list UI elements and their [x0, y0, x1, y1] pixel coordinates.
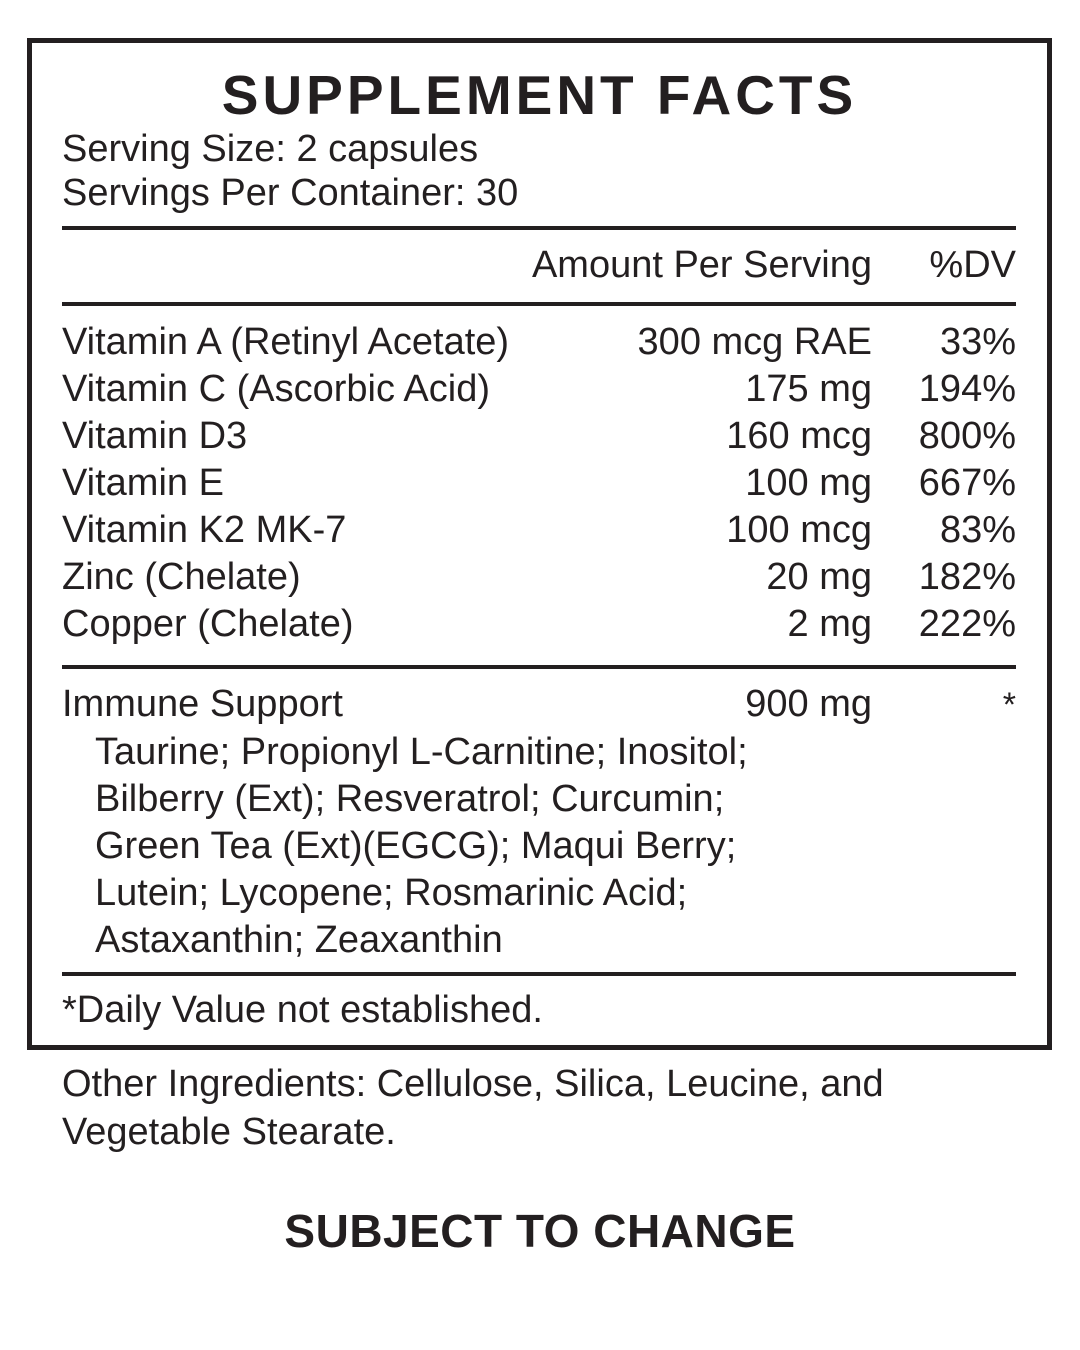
- nutrient-name: Zinc (Chelate): [62, 556, 301, 598]
- divider-rule: [62, 302, 1016, 306]
- nutrient-dv: 667%: [918, 462, 1016, 504]
- blend-ingredient-line: Green Tea (Ext)(EGCG); Maqui Berry;: [95, 825, 737, 867]
- divider-rule: [62, 226, 1016, 230]
- blend-ingredient-line: Taurine; Propionyl L-Carnitine; Inositol;: [95, 731, 748, 773]
- table-row: [62, 366, 1016, 413]
- nutrient-amount: 300 mcg RAE: [637, 321, 872, 363]
- blend-ingredient-list: [95, 729, 1015, 964]
- divider-rule: [62, 665, 1016, 669]
- daily-value-footnote: *Daily Value not established.: [62, 989, 543, 1031]
- blend-name: Immune Support: [62, 683, 343, 725]
- column-header-row: [62, 243, 1016, 287]
- blend-dv-asterisk: *: [1002, 686, 1016, 724]
- panel-title: SUPPLEMENT FACTS: [221, 64, 858, 126]
- blend-amount: 900 mg: [745, 683, 872, 725]
- table-row: [62, 601, 1016, 648]
- nutrient-rows: [62, 319, 1016, 648]
- blend-row: [62, 681, 1016, 729]
- table-row: [62, 554, 1016, 601]
- nutrient-amount: 100 mcg: [726, 509, 872, 551]
- nutrient-name: Vitamin E: [62, 462, 224, 504]
- nutrient-dv: 194%: [918, 368, 1016, 410]
- blend-ingredient-line: Lutein; Lycopene; Rosmarinic Acid;: [95, 872, 688, 914]
- blend-ingredient-line: Bilberry (Ext); Resveratrol; Curcumin;: [95, 778, 725, 820]
- table-row: [62, 413, 1016, 460]
- serving-size: Serving Size: 2 capsules: [62, 128, 479, 170]
- other-ingredients: Other Ingredients: Cellulose, Silica, Leucine, and Vegetable Stearate.: [62, 1063, 884, 1153]
- subject-to-change-note: SUBJECT TO CHANGE: [284, 1205, 796, 1257]
- nutrient-amount: 2 mg: [787, 603, 872, 645]
- table-row: [62, 460, 1016, 507]
- table-row: [62, 319, 1016, 366]
- nutrient-name: Vitamin C (Ascorbic Acid): [62, 368, 490, 410]
- divider-rule: [62, 972, 1016, 976]
- column-header-dv: %DV: [929, 244, 1016, 286]
- blend-ingredient-line: Astaxanthin; Zeaxanthin: [95, 919, 503, 961]
- nutrient-dv: 222%: [918, 603, 1016, 645]
- supplement-facts-panel: [27, 38, 1052, 1050]
- nutrient-name: Vitamin K2 MK-7: [62, 509, 347, 551]
- nutrient-dv: 182%: [918, 556, 1016, 598]
- column-header-amount: Amount Per Serving: [531, 244, 872, 286]
- nutrient-dv: 83%: [939, 509, 1016, 551]
- nutrient-amount: 100 mg: [745, 462, 872, 504]
- nutrient-name: Vitamin A (Retinyl Acetate): [62, 321, 510, 363]
- servings-per-container: Servings Per Container: 30: [62, 172, 519, 214]
- nutrient-name: Copper (Chelate): [62, 603, 354, 645]
- nutrient-dv: 33%: [939, 321, 1016, 363]
- table-row: [62, 507, 1016, 554]
- nutrient-amount: 175 mg: [745, 368, 872, 410]
- nutrient-name: Vitamin D3: [62, 415, 248, 457]
- nutrient-amount: 20 mg: [766, 556, 872, 598]
- nutrient-dv: 800%: [918, 415, 1016, 457]
- nutrient-amount: 160 mcg: [726, 415, 872, 457]
